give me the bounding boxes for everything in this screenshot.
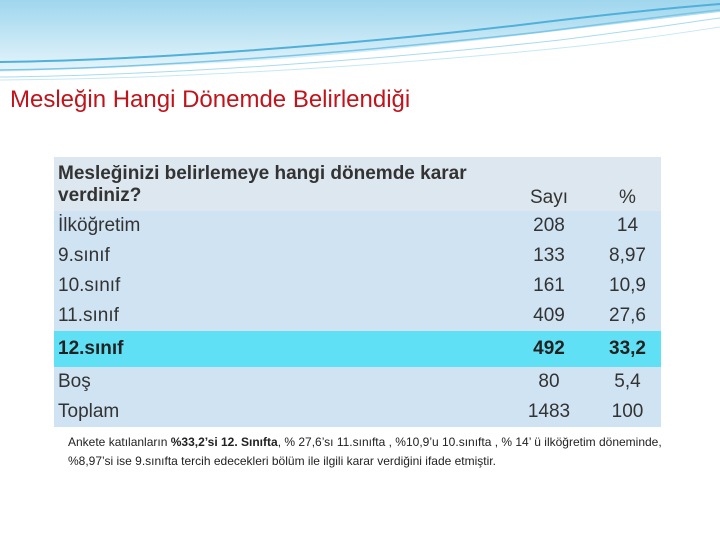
row-label: İlköğretim (54, 211, 504, 241)
question-header: Mesleğinizi belirlemeye hangi dönemde karar verdiniz? (54, 157, 504, 211)
row-count: 409 (504, 301, 594, 331)
table-header-row (54, 157, 661, 211)
row-count: 208 (504, 211, 594, 241)
row-count: 80 (504, 367, 594, 397)
percent-header: % (594, 157, 661, 211)
note-text-rest: , % 27,6’sı 11.sınıfta , %10,9’u 10.sınıfta , % 14’ ü ilköğretim döneminde, %8,97’si ise 9.sınıfta tercih edecekleri bölüm ile ilgili karar verdiğini ifade etmiştir. (68, 435, 662, 468)
row-percent: 100 (594, 397, 661, 427)
table-row-total (54, 397, 661, 427)
table-row-highlighted (54, 331, 661, 367)
table-row (54, 367, 661, 397)
note-text-intro: Ankete katılanların (68, 435, 171, 449)
row-label: 11.sınıf (54, 301, 504, 331)
row-count: 161 (504, 271, 594, 301)
table-row (54, 211, 661, 241)
decorative-banner (0, 0, 720, 85)
row-count: 492 (504, 331, 594, 367)
row-percent: 5,4 (594, 367, 661, 397)
row-label: Boş (54, 367, 504, 397)
row-percent: 10,9 (594, 271, 661, 301)
row-percent: 33,2 (594, 331, 661, 367)
row-label: 9.sınıf (54, 241, 504, 271)
results-table (54, 157, 661, 421)
count-header: Sayı (504, 157, 594, 211)
row-label: 12.sınıf (54, 331, 504, 367)
table-row (54, 301, 661, 331)
summary-note (68, 433, 668, 471)
row-percent: 8,97 (594, 241, 661, 271)
row-count: 1483 (504, 397, 594, 427)
row-count: 133 (504, 241, 594, 271)
row-label: 10.sınıf (54, 271, 504, 301)
row-percent: 14 (594, 211, 661, 241)
row-label: Toplam (54, 397, 504, 427)
row-percent: 27,6 (594, 301, 661, 331)
note-text-emphasis: %33,2’si 12. Sınıfta (170, 435, 278, 449)
table-row (54, 241, 661, 271)
slide-title: Mesleğin Hangi Dönemde Belirlendiği (10, 86, 411, 113)
table-row (54, 271, 661, 301)
